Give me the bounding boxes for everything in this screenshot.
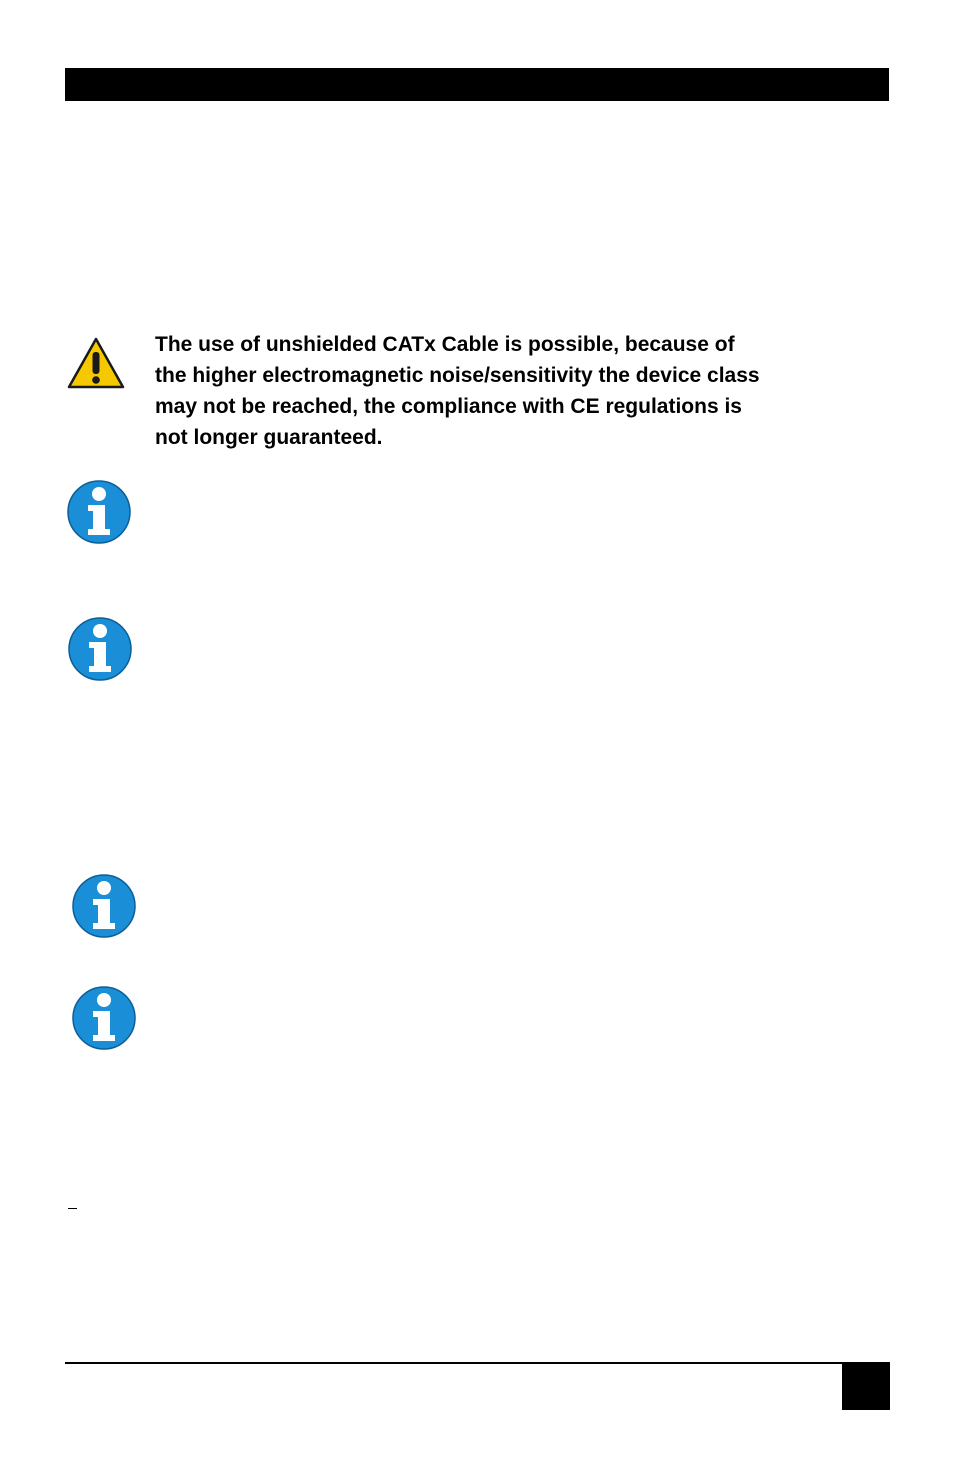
info-icon <box>71 985 137 1051</box>
warning-icon <box>67 337 125 389</box>
info-icon <box>67 616 133 682</box>
header-bar <box>65 68 889 101</box>
info-icon <box>71 873 137 939</box>
warning-text: The use of unshielded CATx Cable is possible, because of the higher electromagnetic noise/sensitivity the device class may not be reached, the compliance with CE regulations is not longer guaranteed. <box>155 333 760 449</box>
divider-mark <box>68 1208 77 1209</box>
page-number-box <box>842 1364 890 1410</box>
info-icon <box>66 479 132 545</box>
footer-rule <box>65 1362 890 1364</box>
